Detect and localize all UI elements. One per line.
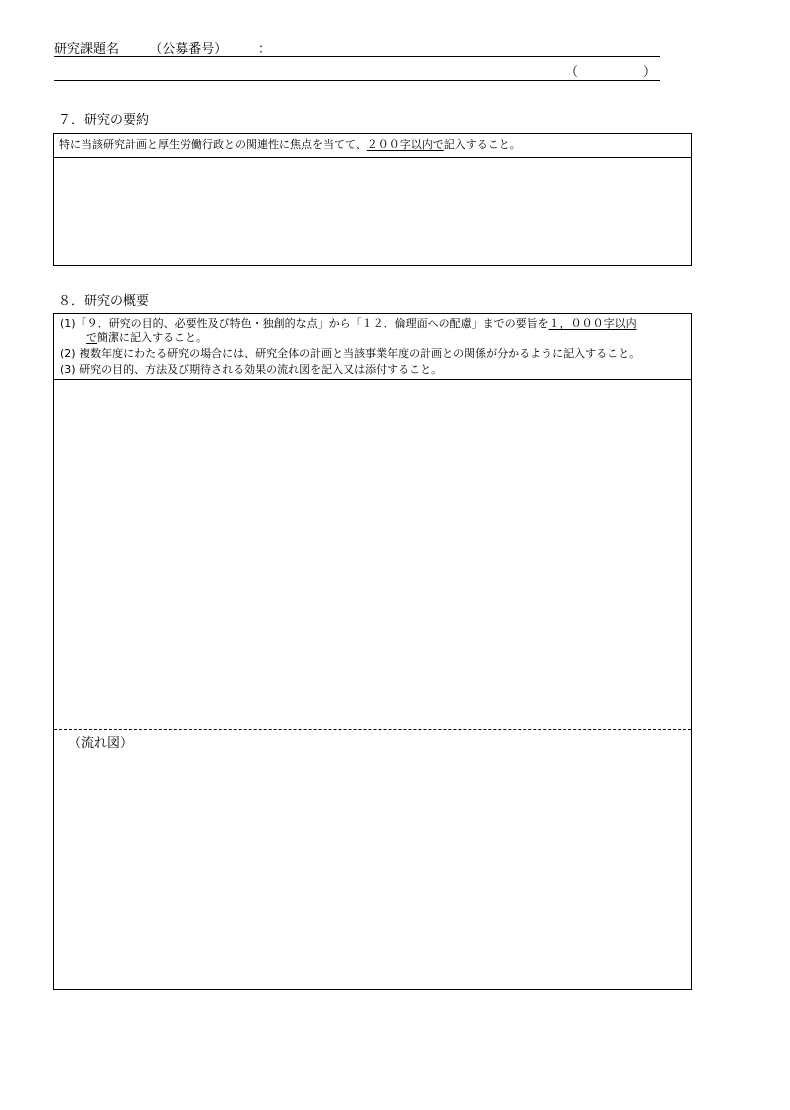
summary-instruction-end: 記入すること。 bbox=[443, 138, 521, 151]
summary-limit: ２００字以内で bbox=[366, 138, 444, 151]
flow-chart-label: （流れ図） bbox=[68, 736, 134, 751]
item1-limit-cont: で bbox=[86, 331, 97, 344]
flow-chart-divider bbox=[54, 729, 691, 730]
summary-instruction-text: 特に当該研究計画と厚生労働行政との関連性に焦点を当てて、 bbox=[59, 138, 367, 151]
title-underline-1 bbox=[54, 56, 660, 57]
flow-chart-area[interactable] bbox=[54, 754, 691, 989]
item1-marker: (1) bbox=[60, 317, 76, 330]
title-underline-2 bbox=[54, 80, 660, 81]
summary-instruction bbox=[59, 138, 521, 152]
summary-box bbox=[53, 133, 692, 266]
header-colon: ： bbox=[258, 42, 272, 57]
item1-text: 「９．研究の目的、必要性及び特色・独創的な点」から「１２．倫理面への配慮」までの要旨を bbox=[75, 317, 549, 330]
overview-input-area[interactable] bbox=[54, 380, 691, 728]
item1-text-end: 簡潔に記入すること。 bbox=[97, 331, 207, 344]
section8-title: ８．研究の概要 bbox=[58, 294, 150, 309]
title-label: 研究課題名 bbox=[54, 42, 120, 57]
overview-item-1 bbox=[60, 317, 637, 331]
overview-item-1-cont bbox=[86, 331, 207, 345]
section7-title: ７．研究の要約 bbox=[58, 113, 150, 128]
overview-item-3 bbox=[60, 363, 442, 377]
item3-text: 研究の目的、方法及び期待される効果の流れ図を記入又は添付すること。 bbox=[79, 363, 443, 376]
paren-open: （ bbox=[565, 65, 579, 80]
item1-limit: １，０００字以内 bbox=[548, 317, 637, 330]
item2-text: 複数年度にわたる研究の場合には、研究全体の計画と当該事業年度の計画との関係が分かるように記入すること。 bbox=[79, 347, 641, 360]
paren-close: ） bbox=[643, 65, 657, 80]
item3-marker: (3) bbox=[60, 363, 76, 376]
item2-marker: (2) bbox=[60, 347, 76, 360]
open-call-number-label: （公募番号） bbox=[149, 42, 228, 57]
summary-input-area[interactable] bbox=[54, 158, 691, 265]
overview-box bbox=[53, 313, 692, 990]
overview-item-2 bbox=[60, 347, 640, 361]
